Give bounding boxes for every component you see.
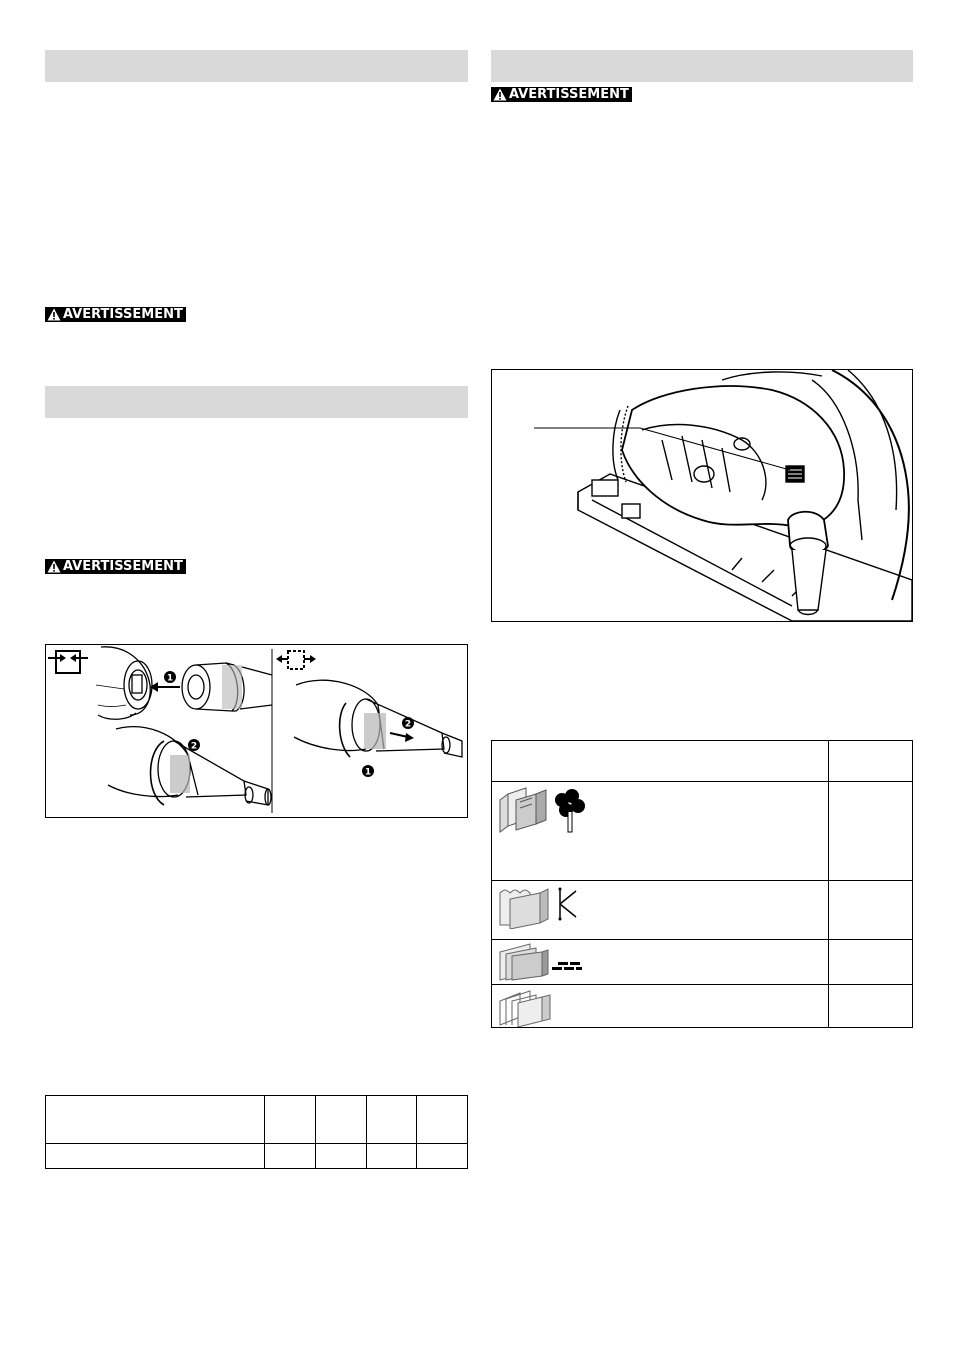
svg-text:1: 1	[364, 767, 372, 778]
table-cell	[492, 881, 829, 940]
table-cell	[366, 1096, 417, 1144]
table-row	[492, 985, 913, 1028]
warning-label-2: AVERTISSEMENT	[63, 559, 183, 574]
svg-text:2: 2	[190, 741, 198, 752]
table-row	[492, 881, 913, 940]
table-cell	[316, 1144, 367, 1169]
table-cell	[829, 940, 913, 985]
svg-text:2: 2	[404, 719, 412, 730]
warning-triangle-icon	[47, 308, 61, 321]
table-header-cell	[492, 741, 829, 782]
circular-saw-illustration	[492, 370, 912, 621]
arrows-inward-icon	[48, 651, 88, 673]
table-cell	[492, 985, 829, 1028]
table-row	[492, 940, 913, 985]
panel-brick-icon	[496, 942, 596, 982]
board-nail-icon	[496, 885, 596, 929]
arrows-outward-icon	[276, 651, 316, 669]
profile-sheet-icon	[496, 987, 596, 1027]
warning-label-1: AVERTISSEMENT	[63, 307, 183, 322]
table-cell	[316, 1096, 367, 1144]
table-cell	[829, 985, 913, 1028]
section-header-bar-3	[491, 50, 913, 82]
warning-triangle-icon	[493, 88, 507, 101]
warning-badge-3	[491, 87, 632, 102]
table-cell	[46, 1096, 265, 1144]
table-cell	[492, 782, 829, 881]
wood-tree-icon	[496, 786, 596, 836]
table-cell	[46, 1144, 265, 1169]
hose-coupling-figure	[45, 644, 468, 818]
section-header-bar-1	[45, 50, 468, 82]
table-cell	[265, 1096, 316, 1144]
warning-triangle-icon	[47, 560, 61, 573]
svg-text:1: 1	[166, 673, 174, 684]
table-cell	[417, 1096, 468, 1144]
table-header-cell	[829, 741, 913, 782]
table-row	[492, 782, 913, 881]
warning-badge-1	[45, 307, 186, 322]
material-table	[491, 740, 913, 1028]
table-cell	[417, 1144, 468, 1169]
warning-badge-2	[45, 559, 186, 574]
section-header-bar-2	[45, 386, 468, 418]
table-cell	[829, 881, 913, 940]
table-cell	[366, 1144, 417, 1169]
circular-saw-figure	[491, 369, 913, 622]
table-cell	[265, 1144, 316, 1169]
table-cell	[492, 940, 829, 985]
spec-table-left	[45, 1095, 468, 1169]
table-cell	[829, 782, 913, 881]
warning-label-3: AVERTISSEMENT	[509, 87, 629, 102]
